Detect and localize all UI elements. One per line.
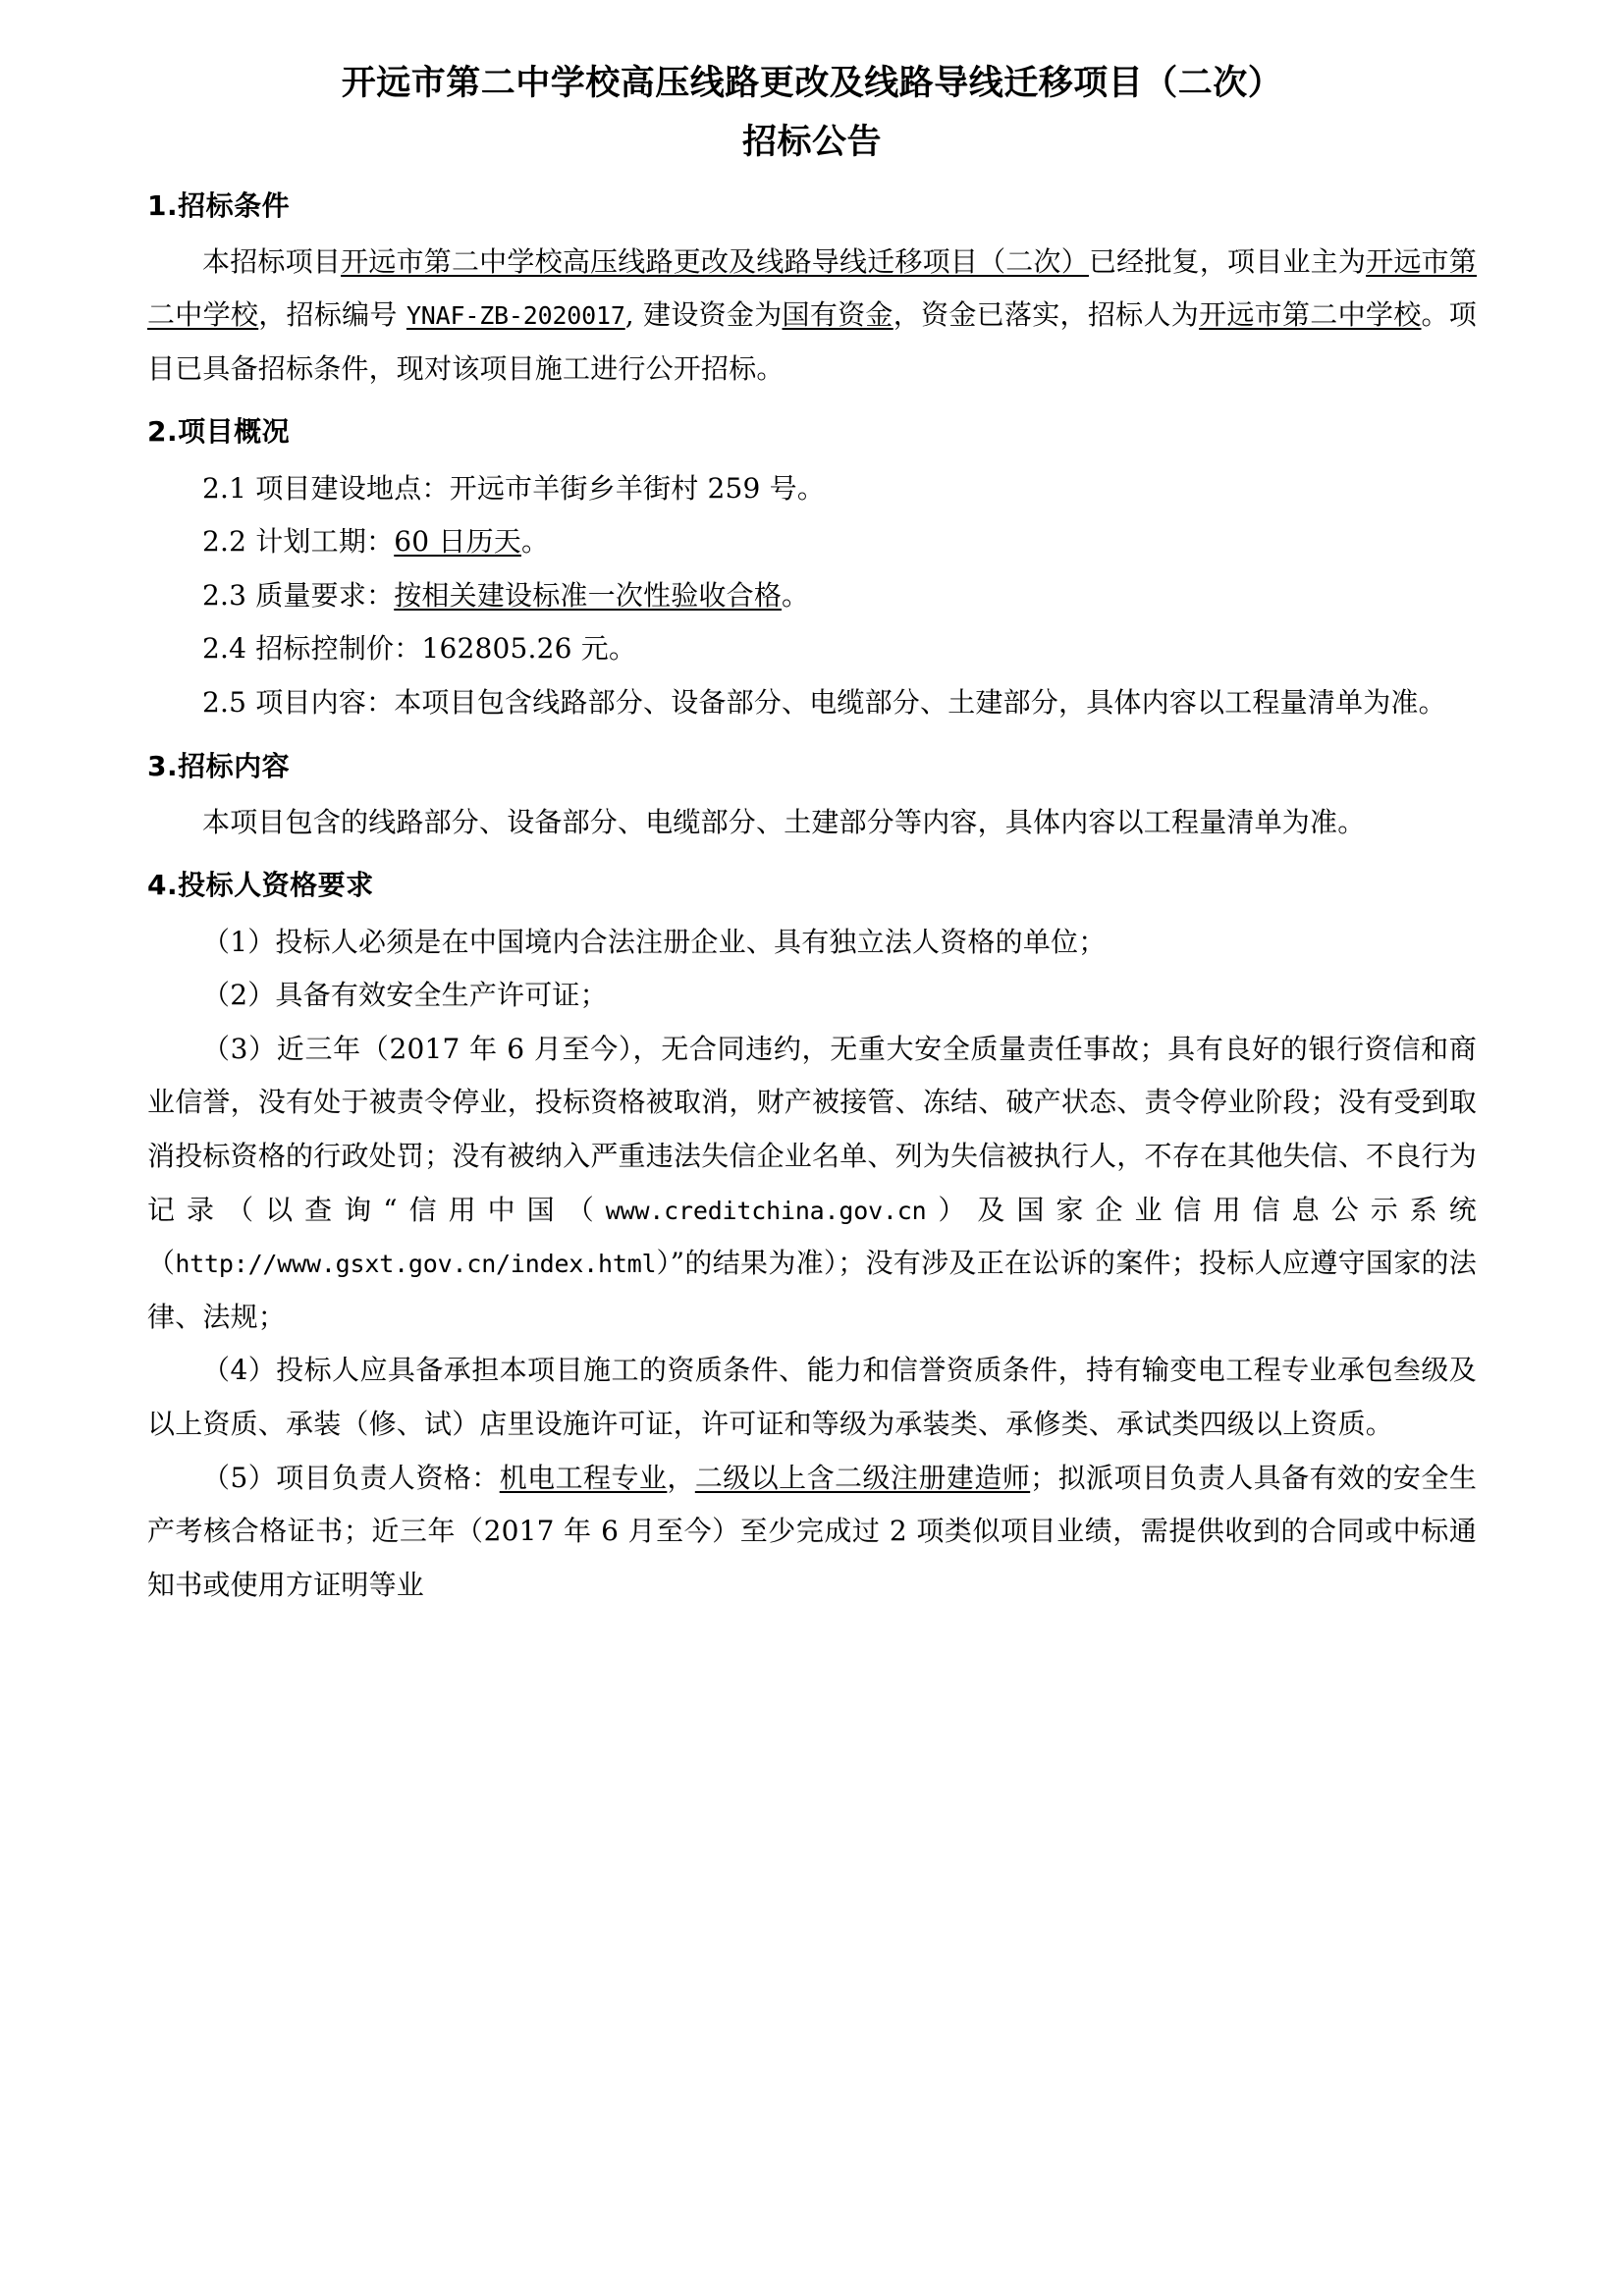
section-heading: 3.招标内容 [147,749,291,782]
paragraph [147,1344,1477,1451]
text-run: 已经批复，项目业主为 [1088,244,1367,278]
text-run: ， [667,1461,695,1494]
text-run: 。 [782,578,810,612]
text-run: 。 [520,525,550,559]
page-title [147,57,1477,170]
paragraph [147,462,1477,516]
underlined-text: 60 日历天 [394,525,521,559]
underlined-text: 机电工程专业 [499,1461,668,1494]
paragraph [147,796,1477,850]
underlined-text: 开远市第二中学校高压线路更改及线路导线迁移项目（二次） [341,244,1089,278]
underlined-text: 二级以上含二级注册建造师 [694,1461,1031,1494]
paragraph [147,1452,1477,1613]
paragraph [147,622,1477,676]
text-run: http://www.gsxt.gov.cn/index.html [175,1250,657,1279]
text-run: 2.4 招标控制价：162805.26 元。 [202,632,637,666]
section-heading: 1.招标条件 [147,188,291,222]
paragraph [147,916,1477,970]
text-run: 2.5 项目内容：本项目包含线路部分、设备部分、电缆部分、土建部分，具体内容以工程量清单为准。 [202,686,1446,720]
text-run: ）”的结果为准）；没有涉及正在讼诉的案件；投标人应遵守国家的法律、法规； [147,1247,1477,1333]
text-run: （1）投标人必须是在中国境内合法注册企业、具有独立法人资格的单位； [202,925,1107,958]
underlined-text: 按相关建设标准一次性验收合格 [394,578,783,612]
text-run: 本招标项目 [202,244,342,278]
underlined-text: 国有资金 [782,298,893,332]
title-line-1: 开远市第二中学校高压线路更改及线路导线迁移项目（二次） [341,64,1283,103]
paragraph [147,676,1477,730]
document-body [147,180,1477,1613]
underlined-text: YNAF-ZB-2020017 [406,301,625,331]
section-heading: 4.投标人资格要求 [147,869,374,902]
section-body [147,916,1477,1613]
text-run: , 建设资金为 [624,298,783,332]
text-run: 。项目已具备招标条件，现对该项目施工进行公开招标。 [147,298,1478,385]
text-run: 2.2 计划工期： [202,525,395,559]
text-run: ）及国家企业信用信息公示系统（ [147,1193,1477,1280]
paragraph [147,969,1477,1023]
text-run: ，招标编号 [258,298,406,332]
text-run: （4）投标人应具备承担本项目施工的资质条件、能力和信誉资质条件，持有输变电工程专业承包叁级及以上资质、承装（修、试）店里设施许可证，许可证和等级为承装类、承修类、承试类四级以上资质。 [147,1354,1477,1440]
text-run: www.creditchina.gov.cn [605,1196,927,1225]
section-heading: 2.项目概况 [147,415,291,449]
paragraph [147,515,1477,569]
text-run: 2.1 项目建设地点：开远市羊街乡羊街村 259 号。 [202,471,826,505]
text-run: 2.3 质量要求： [202,578,395,612]
text-run: （3）近三年（2017 年 6 月至今），无合同违约，无重大安全质量责任事故；具有良好的银行资信和商业信誉，没有处于被责令停业，投标资格被取消，财产被接管、冻结、破产状态、责令停业阶段；没有受到取消投标资格的行政处罚；没有被纳入严重违法失信企业名单、列为失信被执行人，不存在其他失信、不良行为记录（以查询“信用中国（ [147,1032,1477,1226]
underlined-text: 开远市第二中学校 [1199,298,1422,332]
text-run: （5）项目负责人资格： [202,1461,500,1494]
paragraph [147,569,1477,623]
underlined-text: 开远市第二中学校 [147,244,1477,332]
section-body [147,462,1477,730]
paragraph [147,236,1477,397]
text-run: ，资金已落实，招标人为 [893,298,1200,332]
text-run: （2）具备有效安全生产许可证； [202,979,608,1012]
section-body [147,236,1477,397]
text-run: 本项目包含的线路部分、设备部分、电缆部分、土建部分等内容，具体内容以工程量清单为准。 [202,805,1366,838]
paragraph [147,1023,1477,1345]
text-run: ；拟派项目负责人具备有效的安全生产考核合格证书；近三年（2017 年 6 月至今）至少完成过 2 项类似项目业绩，需提供收到的合同或中标通知书或使用方证明等业 [147,1461,1478,1601]
title-line-2: 招标公告 [741,123,882,163]
section-body [147,796,1477,850]
